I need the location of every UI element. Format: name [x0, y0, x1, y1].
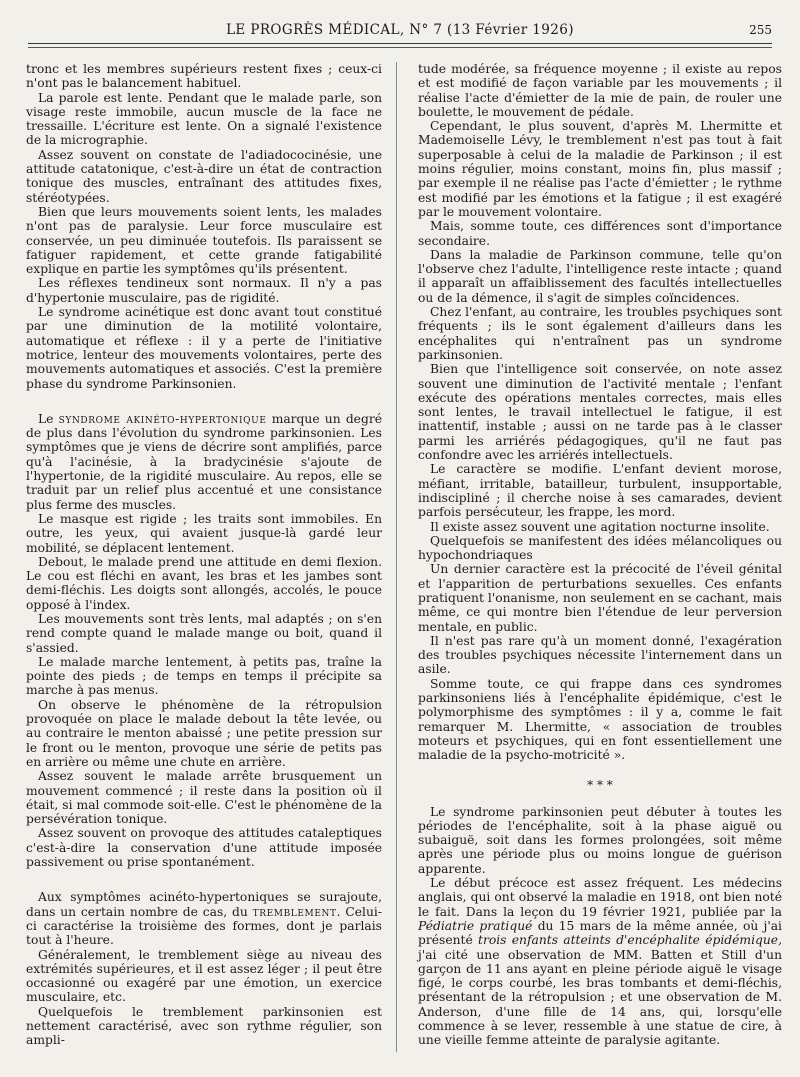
- paragraph: On observe le phénomène de la rétropulsion provoquée on place le malade debout la tête levée, ou au contraire le menton abaissé ; une petite pression sur le front ou le menton, provoque une série de petits pas en arrière ou même une chute en arrière.: [26, 697, 382, 769]
- paragraph: Cependant, le plus souvent, d'après M. Lhermitte et Mademoiselle Lévy, le tremblement n'est pas tout à fait superposable à celui de la maladie de Parkinson ; il est moins régulier, moins constant, moins fin, plus massif ; par exemple il ne réalise pas l'acte d'émietter ; le rythme est modifié par les émotions et la fatigue ; il est exagéré par le mouvement volontaire.: [418, 119, 782, 219]
- spacer: [26, 869, 382, 890]
- paragraph: Assez souvent le malade arrête brusquement un mouvement commencé ; il reste dans la position où il était, si mal commode soit-elle. C'est le phénomène de la persévération tonique.: [26, 769, 382, 827]
- header-rule-thin: [28, 47, 772, 48]
- left-column: [26, 62, 382, 1048]
- text-run: . Celui-ci caractérise la troisième des formes, dont je parlais tout à l'heure.: [26, 904, 382, 948]
- lecture-title: trois enfants atteints d'encéphalite épidémique,: [478, 933, 782, 948]
- text-run: Aux symptômes acinéto-hypertoniques se surajoute, dans un certain nombre de cas, du: [26, 890, 382, 919]
- paragraph: Le syndrome parkinsonien peut débuter à toutes les périodes de l'encéphalite, soit à la phase aiguë ou subaiguë, soit dans les formes prolongées, soit même après une période plus ou moins longue de guérison apparente.: [418, 804, 782, 876]
- paragraph: Bien que l'intelligence soit conservée, on note assez souvent une diminution de l'activité mentale ; l'enfant exécute des opérations mentales correctes, mais elles sont lentes, le travail intellectuel le fatigue, il est inattentif, instable ; aussi on ne tarde pas à le classer parmi les arriérés pédagogiques, qu'il ne faut pas confondre avec les arriérés intellectuels.: [418, 362, 782, 463]
- text-run: Le début précoce est assez fréquent. Les médecins anglais, qui ont observé la maladie en 1918, ont bien noté le fait. Dans la leçon du 19 février 1921, publiée par la: [418, 876, 782, 919]
- paragraph: Assez souvent on constate de l'adiadococinésie, une attitude catatonique, c'est-à-dire un état de contraction tonique des muscles, entraînant des attitudes fixes, stéréotypées.: [26, 147, 382, 205]
- paragraph: [418, 876, 782, 1048]
- paragraph: tude modérée, sa fréquence moyenne ; il existe au repos et est modifié de façon variable par les mouvements ; il réalise l'acte d'émietter de la mie de pain, de rouler une boulette, le mouvement de pédale.: [418, 62, 782, 119]
- paragraph: Assez souvent on provoque des attitudes cataleptiques c'est-à-dire la conservation d'une attitude imposée passivement ou prise spontanément.: [26, 826, 382, 870]
- text-run: du 15 mars de la même année, où j'ai présenté: [418, 918, 782, 948]
- paragraph: Chez l'enfant, au contraire, les troubles psychiques sont fréquents ; ils le sont également d'ailleurs dans les encéphalites qui n'entraînent pas un syndrome parkinsonien.: [418, 305, 782, 362]
- page-header: [28, 22, 772, 44]
- section-asterism: * * *: [587, 777, 613, 792]
- paragraph: Généralement, le tremblement siège au niveau des extrémités supérieures, et il est assez léger ; il peut être occasionné ou exagéré par une émotion, un exercice musculaire, etc.: [26, 947, 382, 1005]
- paragraph: Les mouvements sont très lents, mal adaptés ; on s'en rend compte quand le malade mange ou boit, quand il s'assied.: [26, 611, 382, 655]
- paragraph: La parole est lente. Pendant que le malade parle, son visage reste immobile, aucun muscle de la face ne tressaille. L'écriture est lente. On a signalé l'existence de la micrographie.: [26, 90, 382, 148]
- paragraph: tronc et les membres supérieurs restent fixes ; ceux-ci n'ont pas le balancement habituel.: [26, 62, 382, 91]
- text-run: marque un degré de plus dans l'évolution du syndrome parkinsonien. Les symptômes que je viens de décrire sont amplifiés, parce qu'à l'acinésie, à la bradycinésie s'ajoute de l'hypertonie, de la rigidité musculaire. Au repos, elle se traduit par un relief plus accentué et une consistance plus ferme des muscles.: [26, 411, 382, 512]
- small-caps-term: tremblement: [252, 904, 337, 919]
- right-column: [418, 62, 782, 1048]
- small-caps-term: syndrome akinéto-hypertonique: [58, 411, 267, 426]
- paragraph: [26, 412, 382, 512]
- page-number: 255: [749, 23, 772, 37]
- paragraph: Quelquefois se manifestent des idées mélancoliques ou hypochondriaques: [418, 533, 782, 563]
- text-run: j'ai cité une observation de MM. Batten et Still d'un garçon de 11 ans ayant en pleine période aiguë le visage figé, le corps courbé, les bras tombants et demi-fléchis, présentant de la rétropulsion ; et une observation de M. Anderson, d'une fille de 14 ans, qui, lorsqu'elle commence à se lever, ressemble à une statue de cire, à une vieille femme atteinte de paralysie agitante.: [418, 947, 782, 1048]
- paragraph: Debout, le malade prend une attitude en demi flexion. Le cou est fléchi en avant, les bras et les jambes sont demi-fléchis. Les doigts sont allongés, accolés, le pouce opposé à l'index.: [26, 554, 382, 612]
- paragraph: Il existe assez souvent une agitation nocturne insolite.: [430, 519, 770, 534]
- paragraph: Quelquefois le tremblement parkinsonien est nettement caractérisé, avec son rythme régulier, son ampli-: [26, 1004, 382, 1048]
- paragraph: Bien que leurs mouvements soient lents, les malades n'ont pas de paralysie. Leur force musculaire est conservée, un peu diminuée toutefois. Ils paraissent se fatiguer rapidement, et cette grande fatigabilité explique en partie les symptômes qu'ils présentent.: [26, 204, 382, 277]
- paragraph: [26, 890, 382, 947]
- paragraph: Dans la maladie de Parkinson commune, telle qu'on l'observe chez l'adulte, l'intelligence reste intacte ; quand il apparaît un affaiblissement des facultés intellectuelles ou de la démence, il s'agit de simples coïncidences.: [418, 247, 782, 305]
- text-run: Le: [38, 411, 54, 426]
- paragraph: Il n'est pas rare qu'à un moment donné, l'exagération des troubles psychiques nécessite l'internement dans un asile.: [418, 633, 782, 677]
- column-divider: [396, 62, 397, 1052]
- paragraph: Un dernier caractère est la précocité de l'éveil génital et l'apparition de perturbations sexuelles. Ces enfants pratiquent l'onanisme, non seulement en se cachant, mais même, ce qui montre bien l'étendue de leur perversion mentale, en public.: [418, 562, 782, 634]
- journal-title: Pédiatrie pratiqué: [418, 918, 533, 933]
- header-rule: [28, 43, 772, 44]
- spacer: [26, 391, 382, 412]
- paragraph: Mais, somme toute, ces différences sont d'importance secondaire.: [418, 219, 782, 248]
- paragraph: Le masque est rigide ; les traits sont immobiles. En outre, les yeux, qui avaient jusque-là gardé leur mobilité, se déplacent lentement.: [26, 511, 382, 555]
- paragraph: Le syndrome acinétique est donc avant tout constitué par une diminution de la motilité volontaire, automatique et réflexe : il y a perte de l'initiative motrice, lenteur des mouvements volontaires, perte des mouvements automatiques et associés. C'est la première phase du syndrome Parkinsonien.: [26, 305, 382, 391]
- running-title: LE PROGRÈS MÉDICAL, N° 7 (13 Février 1926): [226, 22, 574, 38]
- paragraph: Le caractère se modifie. L'enfant devient morose, méfiant, irritable, batailleur, turbulent, insupportable, indiscipliné ; il cherche noise à ses camarades, devient parfois persécuteur, les frappe, les mord.: [418, 462, 782, 520]
- paragraph: Le malade marche lentement, à petits pas, traîne la pointe des pieds ; de temps en temps il précipite sa marche à pas menus.: [26, 654, 382, 698]
- paragraph: Les réflexes tendineux sont normaux. Il n'y a pas d'hypertonie musculaire, pas de rigidité.: [26, 276, 382, 305]
- paragraph: Somme toute, ce qui frappe dans ces syndromes parkinsoniens liés à l'encéphalite épidémique, c'est le polymorphisme des symptômes : il y a, comme le fait remarquer M. Lhermitte, « association de troubles moteurs et psychiques, qui en font essentiellement une maladie de la psycho-motricité ».: [418, 676, 782, 763]
